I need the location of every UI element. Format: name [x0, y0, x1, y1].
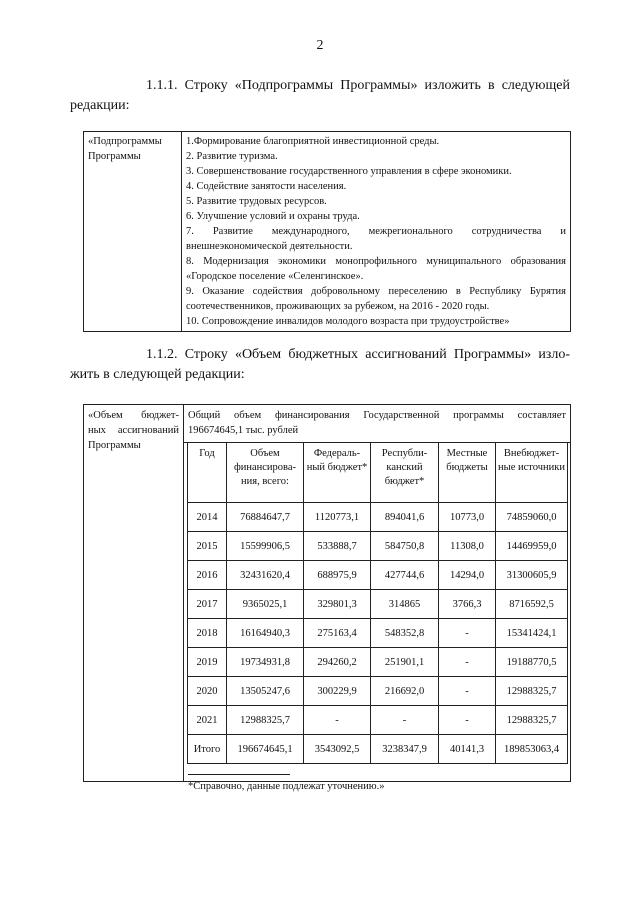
subprogram-item: 3. Совершенствование государственного управления в сфере экономики. — [186, 166, 512, 177]
financing-cell: - — [371, 706, 439, 735]
financing-row — [188, 590, 568, 619]
financing-row — [188, 503, 568, 532]
financing-cell: 2017 — [188, 590, 227, 619]
financing-cell: 10773,0 — [439, 503, 496, 532]
financing-cell: 12988325,7 — [496, 706, 568, 735]
financing-row — [188, 619, 568, 648]
financing-cell: 3766,3 — [439, 590, 496, 619]
financing-cell: 19188770,5 — [496, 648, 568, 677]
header-extrabudgetary: Внебюджет-ные источники — [496, 443, 568, 503]
financing-cell: 548352,8 — [371, 619, 439, 648]
financing-cell: 2021 — [188, 706, 227, 735]
budget-total-line1: Общий объем финансирования Государственной программы составляет — [188, 410, 566, 421]
financing-cell: 2018 — [188, 619, 227, 648]
financing-body — [188, 503, 568, 764]
financing-cell: - — [304, 706, 371, 735]
financing-cell: 894041,6 — [371, 503, 439, 532]
budget-label-line3: Программы — [88, 440, 141, 451]
header-local: Местные бюджеты — [439, 443, 496, 503]
financing-row — [188, 532, 568, 561]
financing-row — [188, 648, 568, 677]
financing-row — [188, 706, 568, 735]
financing-cell: 12988325,7 — [496, 677, 568, 706]
financing-cell: - — [439, 706, 496, 735]
financing-cell: 19734931,8 — [227, 648, 304, 677]
financing-cell: 40141,3 — [439, 735, 496, 764]
subprogram-item: 10. Сопровождение инвалидов молодого возраста при трудоустройстве» — [186, 316, 510, 327]
financing-cell: 2019 — [188, 648, 227, 677]
footnote: *Справочно, данные подлежат уточнению.» — [188, 781, 385, 792]
header-federal: Федераль-ный бюджет* — [304, 443, 371, 503]
subprogram-item: 2. Развитие туризма. — [186, 151, 278, 162]
paragraph-1-1-1-line1: 1.1.1. Строку «Подпрограммы Программы» изложить в следующей — [146, 78, 570, 93]
subprogram-item: 7. Развитие международного, межрегионального сотрудничества и внешнеэкономической деятельности. — [186, 226, 566, 252]
paragraph-1-1-1 — [70, 76, 570, 116]
budget-total-line2: 196674645,1 тыс. рублей — [188, 425, 299, 436]
financing-cell: 11308,0 — [439, 532, 496, 561]
financing-cell: Итого — [188, 735, 227, 764]
subprogram-item: 4. Содействие занятости населения. — [186, 181, 347, 192]
financing-cell: 15341424,1 — [496, 619, 568, 648]
header-total: Объем финансирова-ния, всего: — [227, 443, 304, 503]
financing-cell: 3543092,5 — [304, 735, 371, 764]
paragraph-1-1-2-line2: жить в следующей редакции: — [70, 367, 245, 382]
financing-cell: 1120773,1 — [304, 503, 371, 532]
financing-cell: 688975,9 — [304, 561, 371, 590]
subprograms-label: «Подпрограммы Программы — [84, 132, 182, 332]
financing-cell: 216692,0 — [371, 677, 439, 706]
financing-cell: 329801,3 — [304, 590, 371, 619]
financing-cell: 3238347,9 — [371, 735, 439, 764]
financing-cell: 15599906,5 — [227, 532, 304, 561]
financing-row — [188, 735, 568, 764]
financing-row — [188, 561, 568, 590]
budget-table — [83, 404, 571, 792]
financing-cell: 533888,7 — [304, 532, 371, 561]
footnote-separator — [188, 774, 290, 775]
financing-cell: 427744,6 — [371, 561, 439, 590]
financing-cell: - — [439, 619, 496, 648]
financing-cell: 2016 — [188, 561, 227, 590]
financing-cell: 300229,9 — [304, 677, 371, 706]
financing-cell: 14469959,0 — [496, 532, 568, 561]
financing-cell: 251901,1 — [371, 648, 439, 677]
financing-cell: 76884647,7 — [227, 503, 304, 532]
budget-label — [84, 405, 184, 781]
financing-cell: 314865 — [371, 590, 439, 619]
financing-cell: 14294,0 — [439, 561, 496, 590]
financing-cell: - — [439, 648, 496, 677]
financing-cell: 12988325,7 — [227, 706, 304, 735]
financing-cell: 189853063,4 — [496, 735, 568, 764]
financing-cell: 294260,2 — [304, 648, 371, 677]
subprogram-item: 9. Оказание содействия добровольному переселению в Республику Бурятия соотечественников, проживающих за рубежом, на 2016 - 2020 годы. — [186, 286, 566, 312]
financing-cell: 13505247,6 — [227, 677, 304, 706]
financing-cell: 2014 — [188, 503, 227, 532]
budget-content — [184, 405, 570, 794]
financing-table — [187, 443, 568, 764]
financing-cell: - — [439, 677, 496, 706]
paragraph-1-1-1-line2: редакции: — [70, 98, 130, 113]
budget-label-line2: ных ассигнований — [88, 425, 179, 436]
financing-cell: 9365025,1 — [227, 590, 304, 619]
subprograms-table — [83, 131, 571, 332]
financing-row — [188, 677, 568, 706]
page-number: 2 — [316, 38, 324, 53]
paragraph-1-1-2 — [70, 345, 570, 385]
subprogram-item: 6. Улучшение условий и охраны труда. — [186, 211, 360, 222]
paragraph-1-1-2-line1: 1.1.2. Строку «Объем бюджетных ассигнований Программы» изло- — [146, 347, 570, 362]
financing-header-row — [188, 443, 568, 503]
subprogram-item: 5. Развитие трудовых ресурсов. — [186, 196, 327, 207]
budget-total-text — [184, 405, 570, 443]
financing-cell: 8716592,5 — [496, 590, 568, 619]
financing-cell: 31300605,9 — [496, 561, 568, 590]
financing-cell: 2020 — [188, 677, 227, 706]
financing-cell: 32431620,4 — [227, 561, 304, 590]
header-year: Год — [188, 443, 227, 503]
header-republican: Республи-канский бюджет* — [371, 443, 439, 503]
financing-cell: 196674645,1 — [227, 735, 304, 764]
subprogram-item: 8. Модернизация экономики монопрофильного муниципального образования «Городское поселение «Селенгинское». — [186, 256, 566, 282]
budget-label-line1: «Объем бюджет- — [88, 410, 179, 421]
financing-cell: 275163,4 — [304, 619, 371, 648]
financing-cell: 2015 — [188, 532, 227, 561]
subprograms-list — [186, 134, 566, 329]
financing-cell: 584750,8 — [371, 532, 439, 561]
subprogram-item: 1.Формирование благоприятной инвестиционной среды. — [186, 136, 440, 147]
financing-cell: 74859060,0 — [496, 503, 568, 532]
financing-cell: 16164940,3 — [227, 619, 304, 648]
subprograms-list-cell — [182, 132, 571, 332]
